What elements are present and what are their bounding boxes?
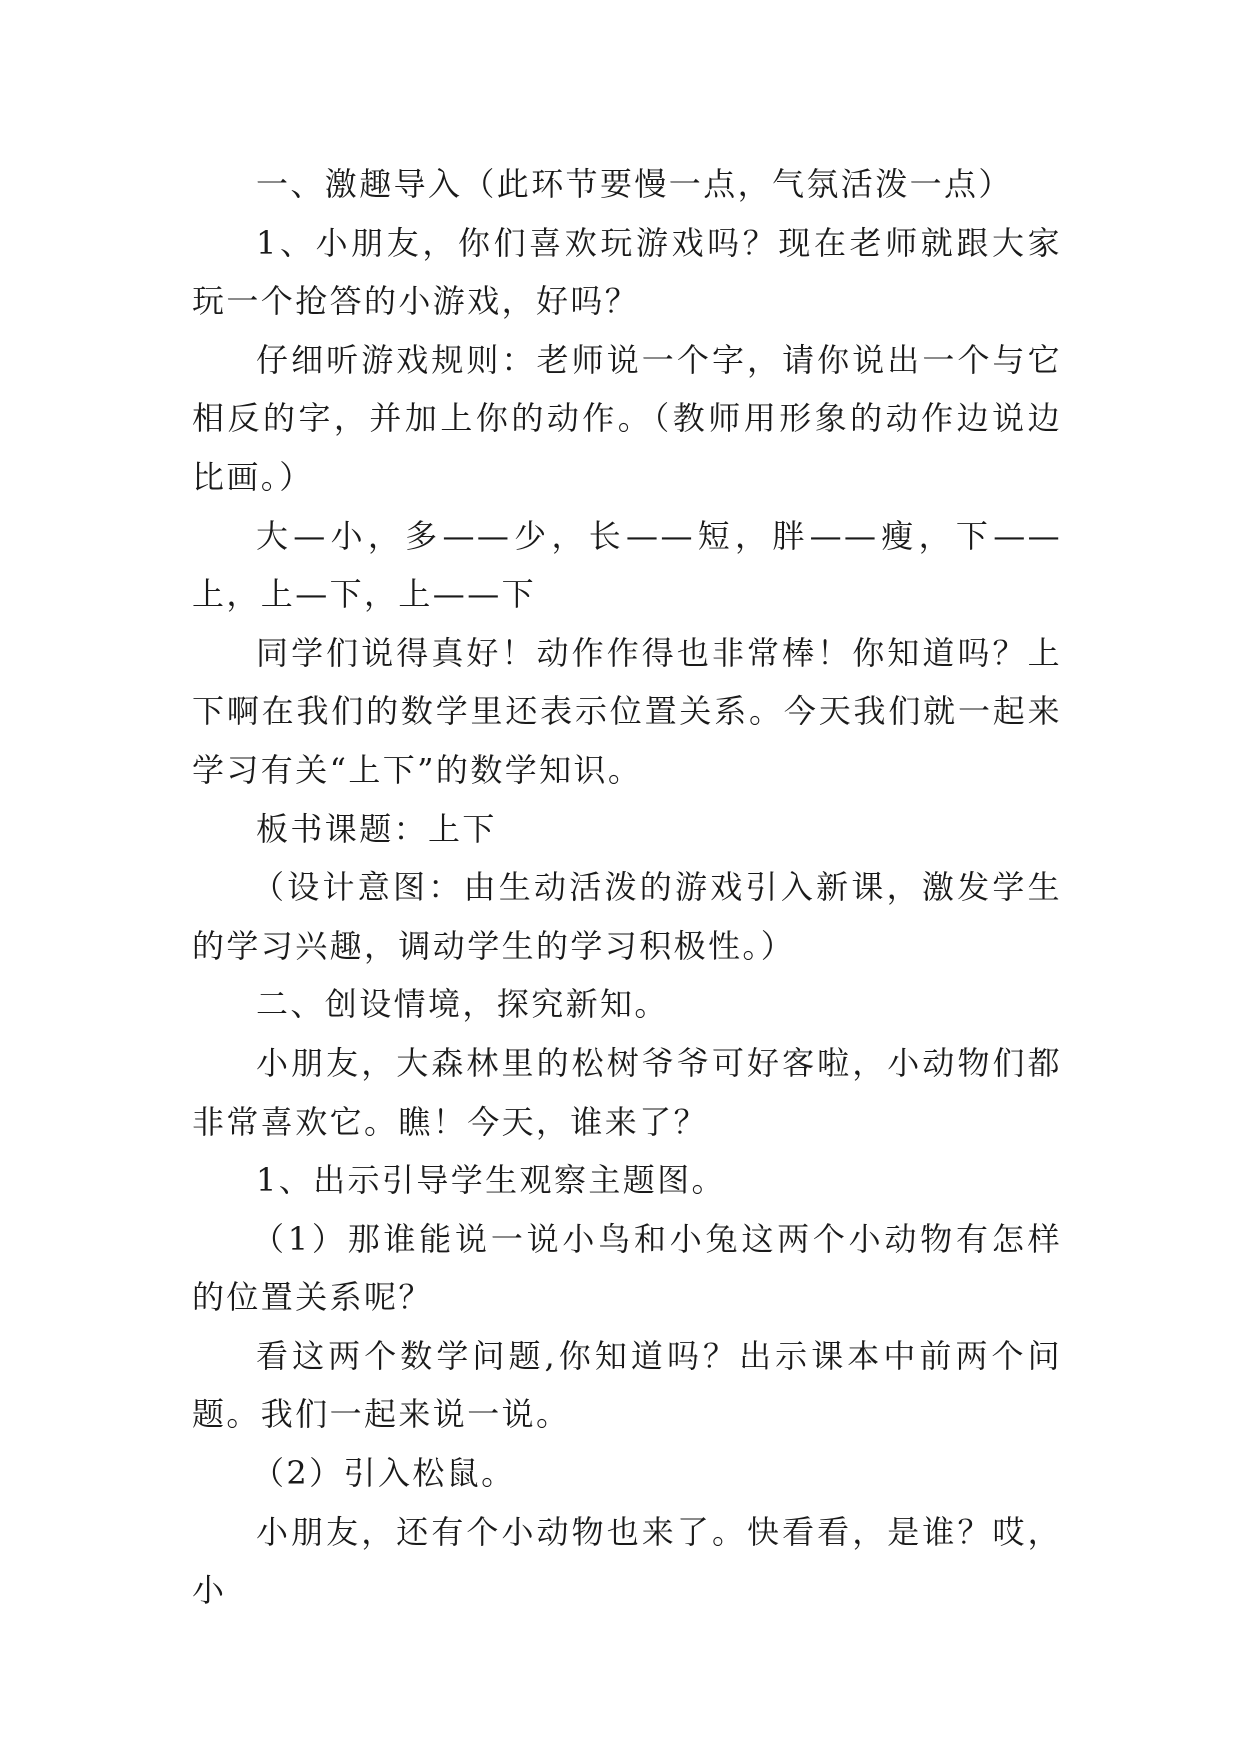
paragraph: （设计意图：由生动活泼的游戏引入新课，激发学生的学习兴趣，调动学生的学习积极性。） (192, 868, 1062, 965)
paragraph: 板书课题：上下 (256, 809, 497, 848)
paragraph: 仔细听游戏规则：老师说一个字，请你说出一个与它相反的字，并加上你的动作。（教师用形象的动作边说边比画。） (192, 340, 1062, 496)
paragraph: 看这两个数学问题,你知道吗？出示课本中前两个问题。我们一起来说一说。 (192, 1336, 1062, 1434)
paragraph: 小朋友，还有个小动物也来了。快看看，是谁？哎，小 (192, 1512, 1062, 1610)
paragraph: 小朋友，大森林里的松树爷爷可好客啦，小动物们都非常喜欢它。瞧！今天，谁来了？ (192, 1043, 1062, 1141)
paragraph: 1、出示引导学生观察主题图。 (256, 1161, 726, 1200)
paragraph: 1、小朋友，你们喜欢玩游戏吗？现在老师就跟大家玩一个抢答的小游戏，好吗？ (192, 223, 1062, 321)
paragraph: （1）那谁能说一说小鸟和小兔这两个小动物有怎样的位置关系呢？ (192, 1219, 1062, 1317)
paragraph: （2）引入松鼠。 (252, 1454, 516, 1493)
section-heading-intro: 一、激趣导入（此环节要慢一点，气氛活泼一点） (256, 165, 1013, 203)
section-heading-explore: 二、创设情境，探究新知。 (256, 985, 669, 1024)
paragraph: 大—小，多——少，长——短，胖——瘦，下——上，上—下，上——下 (192, 516, 1062, 614)
document-body (192, 155, 1062, 1620)
paragraph: 同学们说得真好！动作作得也非常棒！你知道吗？上下啊在我们的数学里还表示位置关系。今天我们就一起来学习有关“上下”的数学知识。 (192, 633, 1062, 789)
